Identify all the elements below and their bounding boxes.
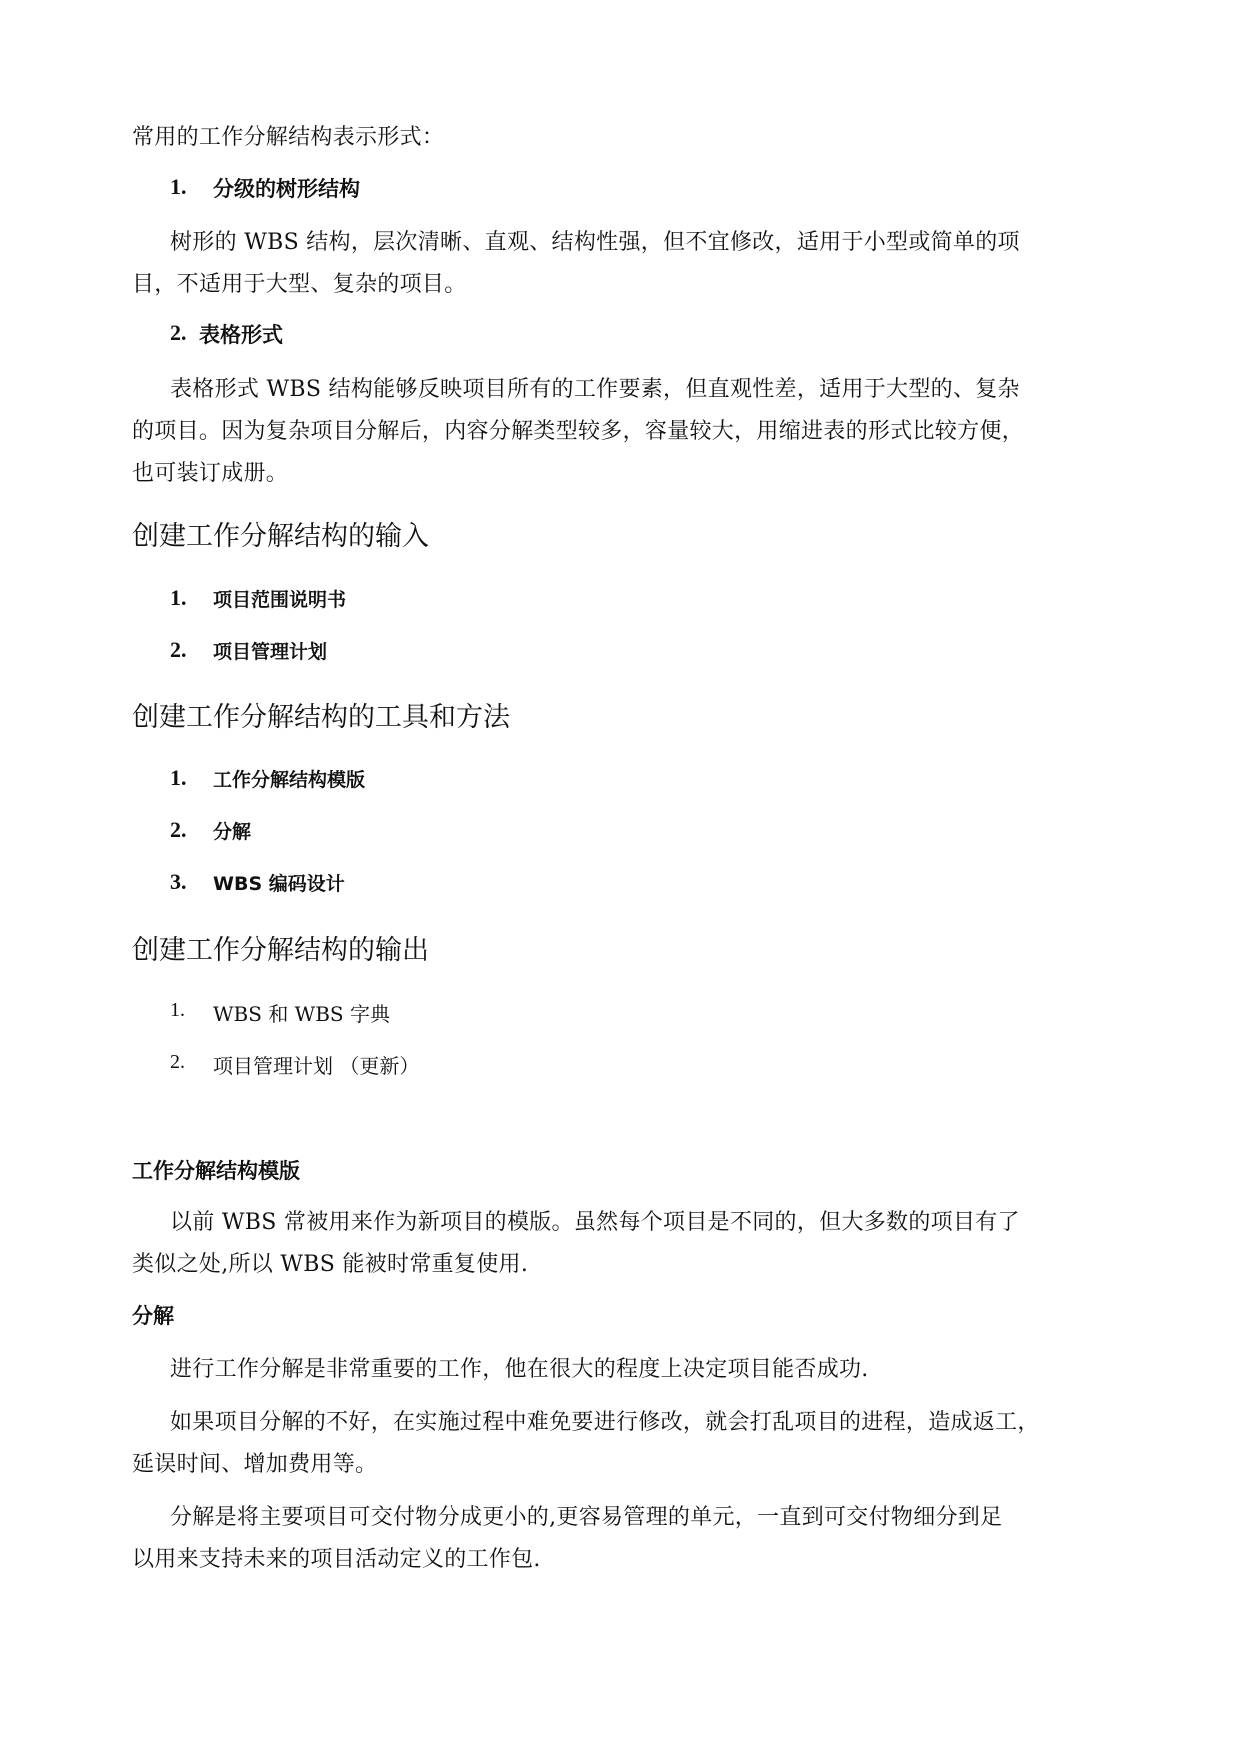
outputs-item-2-number: 2.: [170, 1051, 185, 1073]
inputs-item-1-number: 1.: [170, 585, 187, 610]
decomp-para-3-line: 分解是将主要项目可交付物分成更小的,更容易管理的单元，一直到可交付物细分到足: [170, 1505, 1003, 1530]
form-2-para-line: 也可装订成册。: [132, 461, 289, 486]
decomp-para-2-line: 延误时间、增加费用等。: [132, 1452, 378, 1477]
form-1-para-line: 目，不适用于大型、复杂的项目。: [132, 272, 467, 297]
decomp-para-2-line: 如果项目分解的不好，在实施过程中难免要进行修改，就会打乱项目的进程，造成返工，: [170, 1410, 1040, 1435]
form-1-title: 分级的树形结构: [213, 177, 360, 201]
form-2-title: 表格形式: [199, 323, 283, 347]
inputs-item-2-text: 项目管理计划: [213, 641, 328, 663]
tools-heading: 创建工作分解结构的工具和方法: [132, 702, 510, 733]
decomp-para-3-line: 以用来支持未来的项目活动定义的工作包.: [132, 1547, 541, 1572]
form-2-para-line: 的项目。因为复杂项目分解后，内容分解类型较多，容量较大，用缩进表的形式比较方便，: [132, 419, 1025, 444]
tools-item-2-number: 2.: [170, 817, 187, 842]
template-para-line: 以前 WBS 常被用来作为新项目的模版。虽然每个项目是不同的，但大多数的项目有了: [170, 1210, 1020, 1235]
form-1-para-line: 树形的 WBS 结构，层次清晰、直观、结构性强，但不宜修改，适用于小型或简单的项: [170, 230, 1020, 255]
intro-text: 常用的工作分解结构表示形式：: [132, 125, 445, 150]
outputs-item-2-text: 项目管理计划 （更新）: [213, 1054, 420, 1078]
outputs-item-1-number: 1.: [170, 999, 185, 1021]
tools-item-1-text: 工作分解结构模版: [213, 769, 366, 791]
tools-item-1-number: 1.: [170, 765, 187, 790]
tools-item-3-number: 3.: [170, 869, 187, 894]
template-para-line: 类似之处,所以 WBS 能被时常重复使用.: [132, 1252, 529, 1277]
decomp-heading: 分解: [132, 1304, 174, 1328]
template-heading: 工作分解结构模版: [132, 1159, 300, 1183]
decomp-para-1-line: 进行工作分解是非常重要的工作，他在很大的程度上决定项目能否成功.: [170, 1357, 869, 1382]
tools-item-2-text: 分解: [213, 821, 252, 843]
outputs-item-1-text: WBS 和 WBS 字典: [213, 1002, 390, 1026]
tools-item-3-text: WBS 编码设计: [213, 873, 345, 895]
inputs-heading: 创建工作分解结构的输入: [132, 521, 429, 552]
inputs-item-1-text: 项目范围说明书: [213, 589, 347, 611]
form-1-number: 1.: [170, 174, 187, 199]
form-2-para-line: 表格形式 WBS 结构能够反映项目所有的工作要素，但直观性差，适用于大型的、复杂: [170, 377, 1020, 402]
inputs-item-2-number: 2.: [170, 637, 187, 662]
outputs-heading: 创建工作分解结构的输出: [132, 935, 429, 966]
form-2-number: 2.: [170, 320, 187, 345]
